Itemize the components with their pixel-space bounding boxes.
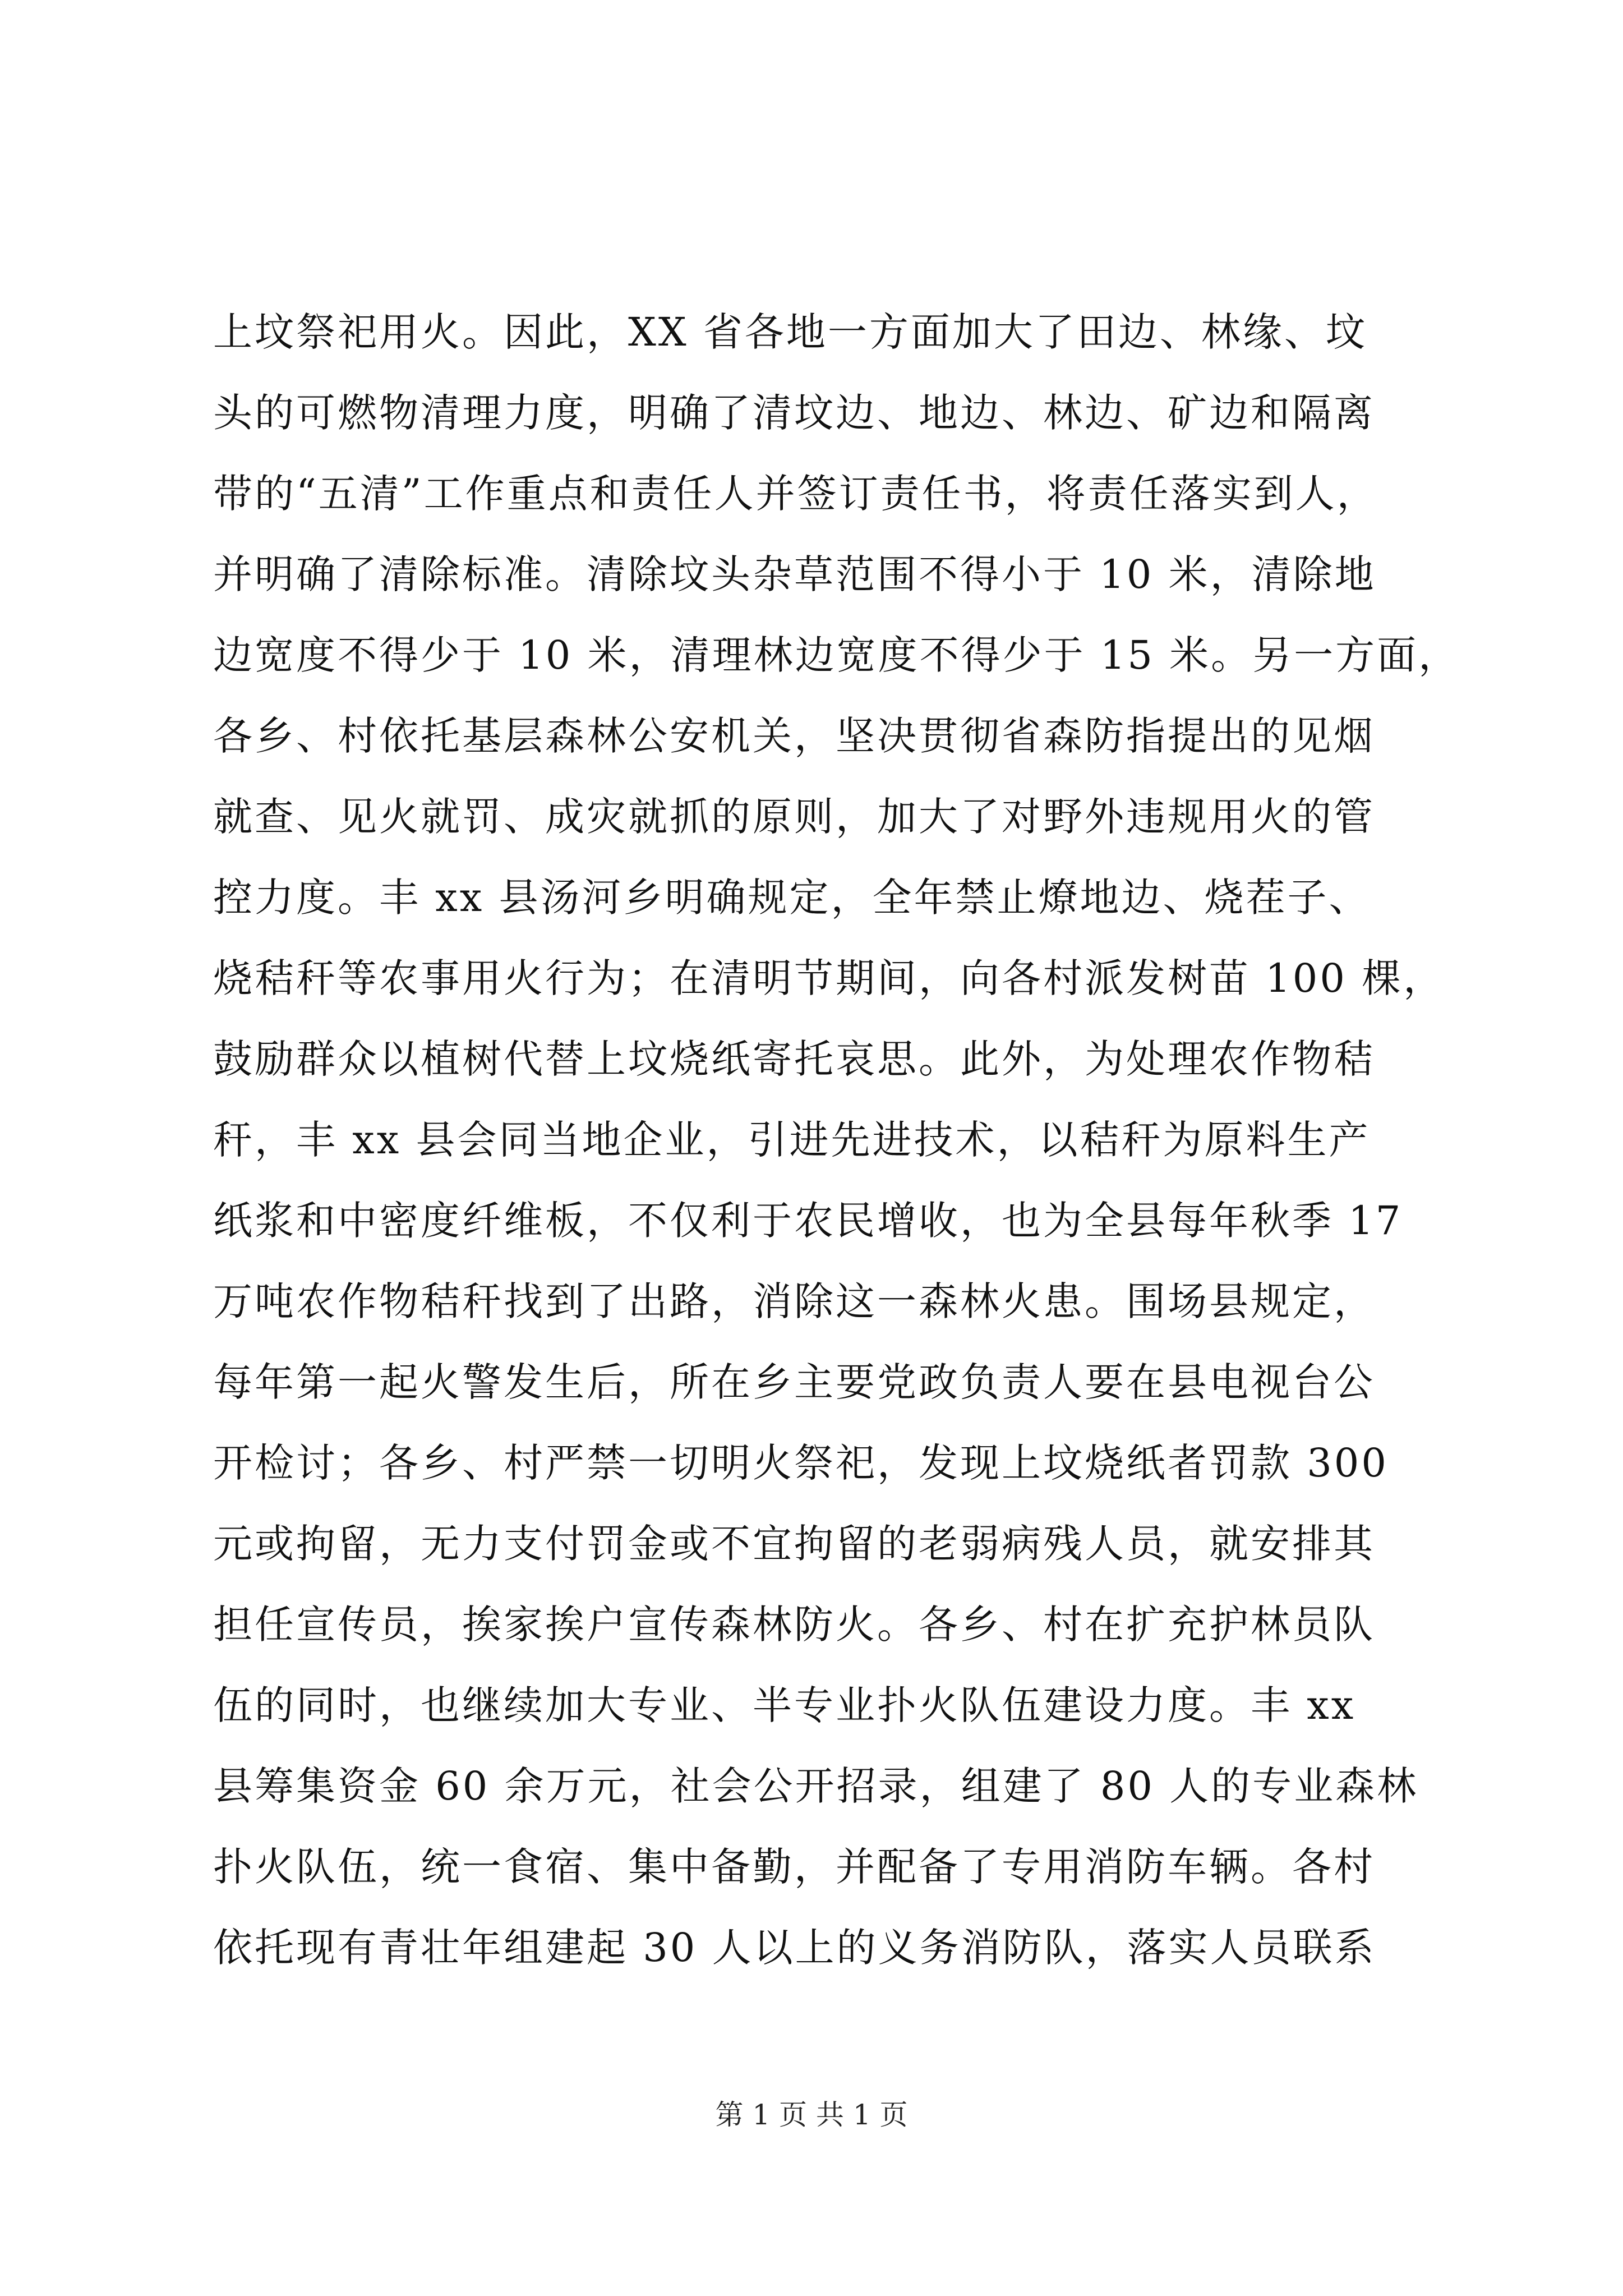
text-line-16: 元或拘留，无力支付罚金或不宜拘留的老弱病残人员，就安排其: [213, 1521, 1375, 1567]
text-line-21: 依托现有青壮年组建起 30 人以上的义务消防队，落实人员联系: [213, 1925, 1376, 1971]
text-line-7: 就查、见火就罚、成灾就抓的原则，加大了对野外违规用火的管: [213, 794, 1375, 840]
text-line-18: 伍的同时，也继续加大专业、半专业扑火队伍建设力度。丰 xx: [213, 1682, 1356, 1728]
text-line-2: 头的可燃物清理力度，明确了清坟边、地边、林边、矿边和隔离: [213, 390, 1375, 436]
text-line-17: 担任宣传员，挨家挨户宣传森林防火。各乡、村在扩充护林员队: [213, 1602, 1375, 1648]
text-line-3: 带的“五清”工作重点和责任人并签订责任书，将责任落实到人，: [213, 471, 1378, 517]
text-line-15: 开检讨；各乡、村严禁一切明火祭祀，发现上坟烧纸者罚款 300: [213, 1440, 1389, 1486]
body-text: [213, 292, 1460, 1988]
text-line-12: 纸浆和中密度纤维板，不仅利于农民增收，也为全县每年秋季 17: [213, 1198, 1403, 1244]
text-line-20: 扑火队伍，统一食宿、集中备勤，并配备了专用消防车辆。各村: [213, 1844, 1375, 1890]
page-number-footer: 第 1 页 共 1 页: [715, 2099, 908, 2131]
text-line-8: 控力度。丰 xx 县汤河乡明确规定，全年禁止燎地边、烧茬子、: [213, 875, 1371, 921]
text-line-9: 烧秸秆等农事用火行为；在清明节期间，向各村派发树苗 100 棵，: [213, 955, 1445, 1001]
text-line-11: 秆，丰 xx 县会同当地企业，引进先进技术，以秸秆为原料生产: [213, 1117, 1371, 1163]
text-line-10: 鼓励群众以植树代替上坟烧纸寄托哀思。此外，为处理农作物秸: [213, 1036, 1375, 1082]
text-line-4: 并明确了清除标准。清除坟头杂草范围不得小于 10 米，清除地: [213, 551, 1376, 597]
text-line-13: 万吨农作物秸秆找到了出路，消除这一森林火患。围场县规定，: [213, 1278, 1375, 1324]
text-line-14: 每年第一起火警发生后，所在乡主要党政负责人要在县电视台公: [213, 1359, 1375, 1405]
text-line-6: 各乡、村依托基层森林公安机关，坚决贯彻省森防指提出的见烟: [213, 713, 1375, 759]
text-line-19: 县筹集资金 60 余万元，社会公开招录，组建了 80 人的专业森林: [213, 1763, 1419, 1809]
text-line-5: 边宽度不得少于 10 米，清理林边宽度不得少于 15 米。另一方面，: [213, 632, 1460, 678]
text-line-1: 上坟祭祀用火。因此，XX 省各地一方面加大了田边、林缘、坟: [213, 309, 1367, 355]
